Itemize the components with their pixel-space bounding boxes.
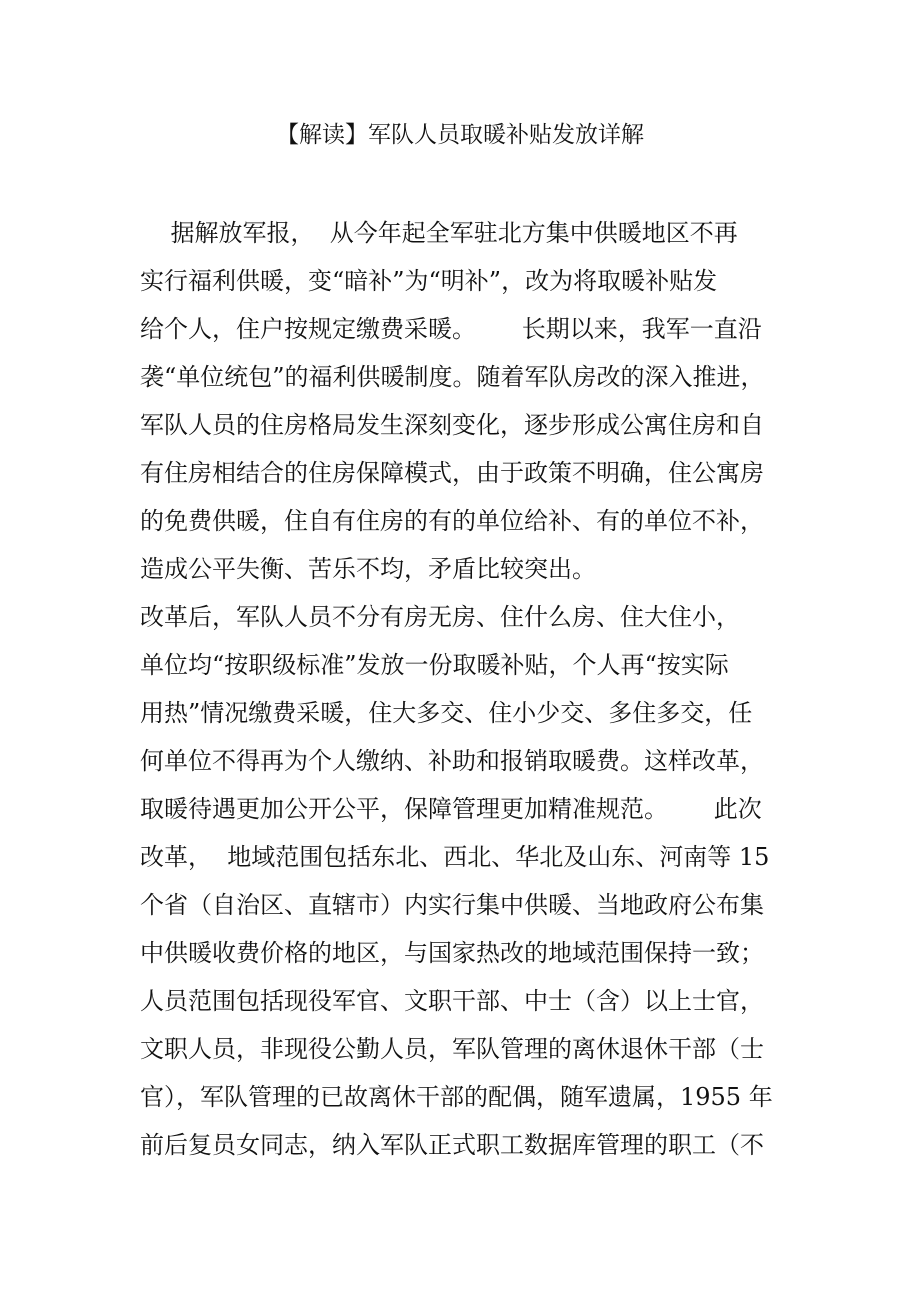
paragraph-line-4: 袭“单位统包”的福利供暖制度。随着军队房改的深入推进，: [140, 363, 765, 391]
paragraph-line-10: 单位均“按职级标准”发放一份取暖补贴，个人再“按实际: [140, 651, 729, 679]
paragraph-line-3: 给个人，住户按规定缴费采暖。 长期以来，我军一直沿: [140, 315, 762, 343]
paragraph-line-7: 的免费供暖，住自有住房的有的单位给补、有的单位不补，: [140, 507, 764, 535]
paragraph-line-2: 实行福利供暖，变“暗补”为“明补”，改为将取暖补贴发: [140, 267, 718, 295]
paragraph-line-20: 前后复员女同志，纳入军队正式职工数据库管理的职工（不: [140, 1131, 764, 1159]
paragraph-line-16: 中供暖收费价格的地区，与国家热改的地域范围保持一致；: [140, 939, 764, 967]
paragraph-line-19: 官），军队管理的已故离休干部的配偶，随军遗属，1955 年: [140, 1083, 773, 1111]
document-title: 【解读】军队人员取暖补贴发放详解: [276, 122, 644, 148]
paragraph-line-11: 用热”情况缴费采暖，住大多交、住小少交、多住多交，任: [140, 699, 753, 727]
paragraph-line-15: 个省（自治区、直辖市）内实行集中供暖、当地政府公布集: [140, 891, 764, 919]
paragraph-line-12: 何单位不得再为个人缴纳、补助和报销取暖费。这样改革，: [140, 747, 764, 775]
paragraph-line-5: 军队人员的住房格局发生深刻变化，逐步形成公寓住房和自: [140, 411, 764, 439]
paragraph-line-8: 造成公平失衡、苦乐不均，矛盾比较突出。: [140, 555, 596, 583]
paragraph-line-13: 取暖待遇更加公开公平，保障管理更加精准规范。 此次: [140, 795, 762, 823]
paragraph-line-9: 改革后，军队人员不分有房无房、住什么房、住大住小，: [140, 603, 740, 631]
paragraph-line-14: 改革， 地域范围包括东北、西北、华北及山东、河南等 15: [140, 843, 770, 871]
paragraph-line-18: 文职人员，非现役公勤人员，军队管理的离休退休干部（士: [140, 1035, 764, 1063]
paragraph-line-1: 据解放军报， 从今年起全军驻北方集中供暖地区不再: [140, 219, 738, 247]
paragraph-line-6: 有住房相结合的住房保障模式，由于政策不明确，住公寓房: [140, 459, 764, 487]
paragraph-line-17: 人员范围包括现役军官、文职干部、中士（含）以上士官，: [140, 987, 764, 1015]
